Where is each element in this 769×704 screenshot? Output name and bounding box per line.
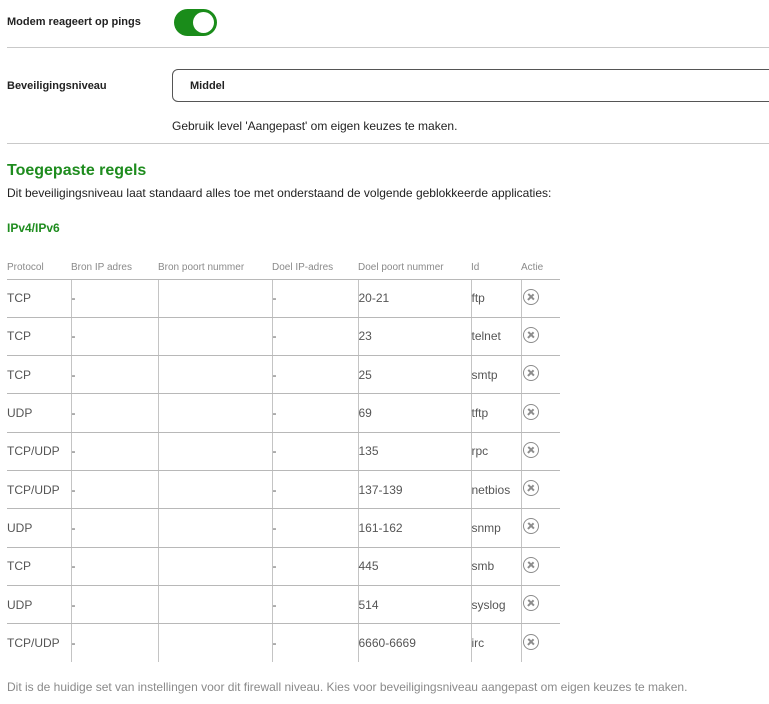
cell-dest-port: 135 (358, 432, 471, 470)
cell-action (521, 470, 560, 508)
cell-source-port (158, 356, 272, 394)
ip-version-title: IPv4/IPv6 (7, 221, 60, 235)
cell-source-ip: - (71, 624, 158, 662)
cell-source-port (158, 509, 272, 547)
cell-id: ftp (471, 279, 521, 317)
remove-rule-icon[interactable] (523, 518, 539, 534)
remove-rule-icon[interactable] (523, 557, 539, 573)
cell-action (521, 317, 560, 355)
cell-protocol: TCP (7, 356, 71, 394)
cell-source-port (158, 470, 272, 508)
table-row (7, 279, 560, 317)
cell-protocol: TCP (7, 317, 71, 355)
cell-source-ip: - (71, 317, 158, 355)
table-row (7, 547, 560, 585)
cell-action (521, 356, 560, 394)
rules-table (7, 256, 560, 662)
cell-source-port (158, 585, 272, 623)
cell-id: smb (471, 547, 521, 585)
cell-dest-port: 6660-6669 (358, 624, 471, 662)
cell-id: smtp (471, 356, 521, 394)
cell-protocol: UDP (7, 585, 71, 623)
cell-action (521, 624, 560, 662)
header-action: Actie (521, 256, 560, 279)
applied-rules-title: Toegepaste regels (7, 162, 147, 179)
cell-dest-ip: - (272, 624, 358, 662)
cell-dest-port: 514 (358, 585, 471, 623)
cell-source-port (158, 317, 272, 355)
cell-id: telnet (471, 317, 521, 355)
cell-protocol: UDP (7, 509, 71, 547)
remove-rule-icon[interactable] (523, 404, 539, 420)
remove-rule-icon[interactable] (523, 365, 539, 381)
cell-source-ip: - (71, 356, 158, 394)
header-dest-ip: Doel IP-adres (272, 256, 358, 279)
table-row (7, 470, 560, 508)
cell-protocol: TCP/UDP (7, 636, 60, 651)
cell-id: snmp (471, 509, 521, 547)
cell-dest-ip: - (272, 585, 358, 623)
cell-action (521, 509, 560, 547)
cell-dest-ip: - (272, 356, 358, 394)
cell-action (521, 279, 560, 317)
cell-source-ip: - (71, 509, 158, 547)
cell-source-ip: - (71, 432, 158, 470)
table-row (7, 356, 560, 394)
cell-protocol: TCP (7, 279, 71, 317)
cell-dest-port: 25 (358, 356, 471, 394)
toggle-knob (193, 12, 214, 33)
security-level-select[interactable] (172, 69, 769, 102)
cell-id: netbios (471, 470, 521, 508)
cell-source-port (158, 279, 272, 317)
cell-dest-ip: - (272, 470, 358, 508)
cell-dest-port: 445 (358, 547, 471, 585)
cell-action (521, 585, 560, 623)
cell-source-ip: - (71, 279, 158, 317)
remove-rule-icon[interactable] (523, 327, 539, 343)
cell-id: rpc (471, 432, 521, 470)
security-level-value: Middel (190, 80, 225, 92)
table-row (7, 509, 560, 547)
divider (7, 143, 769, 144)
cell-dest-ip: - (272, 547, 358, 585)
cell-dest-port: 23 (358, 317, 471, 355)
divider (7, 47, 769, 48)
cell-action (521, 432, 560, 470)
cell-protocol: TCP/UDP (7, 470, 71, 508)
cell-protocol: TCP (7, 547, 71, 585)
table-row (7, 585, 560, 623)
header-source-ip: Bron IP adres (71, 256, 158, 279)
remove-rule-icon[interactable] (523, 442, 539, 458)
remove-rule-icon[interactable] (523, 480, 539, 496)
ping-label: Modem reageert op pings (7, 16, 141, 28)
cell-source-ip: - (71, 394, 158, 432)
cell-source-port (158, 394, 272, 432)
footer-note: Dit is de huidige set van instellingen voor dit firewall niveau. Kies voor beveiligingsniveau aangepast om eigen keuzes te maken. (7, 680, 688, 694)
header-id: Id (471, 256, 521, 279)
cell-id: irc (471, 624, 521, 662)
cell-id: syslog (471, 585, 521, 623)
remove-rule-icon[interactable] (523, 289, 539, 305)
cell-dest-ip: - (272, 279, 358, 317)
cell-source-ip: - (71, 585, 158, 623)
cell-id: tftp (471, 394, 521, 432)
security-level-hint: Gebruik level 'Aangepast' om eigen keuzes te maken. (172, 119, 458, 133)
header-protocol: Protocol (7, 256, 71, 279)
cell-dest-ip: - (272, 317, 358, 355)
table-row (7, 624, 560, 662)
cell-action (521, 547, 560, 585)
cell-dest-ip: - (272, 432, 358, 470)
cell-source-ip: - (71, 470, 158, 508)
cell-action (521, 394, 560, 432)
cell-dest-port: 20-21 (358, 279, 471, 317)
cell-source-port (158, 624, 272, 662)
cell-dest-port: 69 (358, 394, 471, 432)
table-row (7, 432, 560, 470)
table-row (7, 394, 560, 432)
remove-rule-icon[interactable] (523, 595, 539, 611)
header-source-port: Bron poort nummer (158, 256, 272, 279)
applied-rules-description: Dit beveiligingsniveau laat standaard alles toe met onderstaand de volgende geblokkeerde applicaties: (7, 186, 552, 200)
ping-toggle[interactable] (174, 9, 217, 36)
cell-protocol: TCP/UDP (7, 432, 71, 470)
security-level-label: Beveiligingsniveau (7, 80, 107, 92)
cell-source-port (158, 432, 272, 470)
header-dest-port: Doel poort nummer (358, 256, 471, 279)
cell-source-ip: - (71, 547, 158, 585)
table-row (7, 317, 560, 355)
cell-dest-ip: - (272, 509, 358, 547)
cell-dest-ip: - (272, 394, 358, 432)
table-header-row (7, 256, 560, 279)
cell-dest-port: 161-162 (358, 509, 471, 547)
cell-source-port (158, 547, 272, 585)
ping-setting-row (7, 9, 769, 37)
cell-protocol: UDP (7, 394, 71, 432)
remove-rule-icon[interactable] (523, 634, 539, 650)
cell-dest-port: 137-139 (358, 470, 471, 508)
